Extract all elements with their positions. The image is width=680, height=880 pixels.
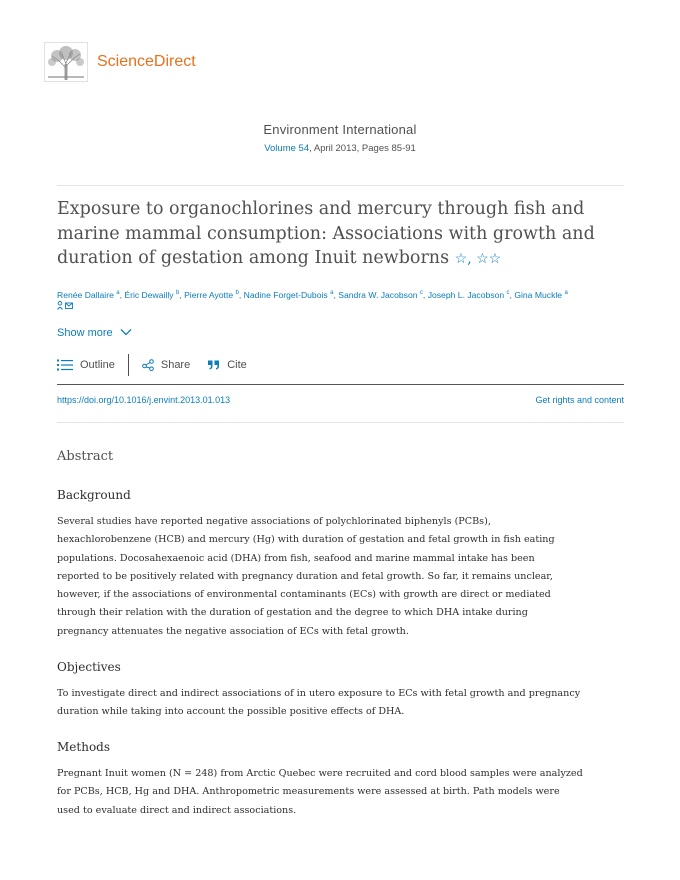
methods-paragraph xyxy=(57,765,627,820)
outline-button[interactable] xyxy=(57,359,115,371)
rights-link[interactable]: Get rights and content xyxy=(535,395,624,405)
cite-label: Cite xyxy=(227,359,247,371)
paragraph-line: pregnancy attenuates the negative association of ECs with fetal growth. xyxy=(57,625,409,637)
show-more-label: Show more xyxy=(57,327,113,339)
author-affiliation-mark: c xyxy=(506,290,510,296)
issue-info xyxy=(0,143,680,154)
methods-heading: Methods xyxy=(57,740,111,754)
share-icon xyxy=(142,359,154,371)
author-name: Pierre Ayotte xyxy=(184,289,236,300)
quote-icon xyxy=(208,360,220,370)
background-paragraph xyxy=(57,513,627,641)
divider xyxy=(57,185,624,186)
outline-label: Outline xyxy=(80,359,115,371)
show-more-button[interactable] xyxy=(57,327,132,339)
abstract-heading: Abstract xyxy=(57,449,114,464)
issue-details: , April 2013, Pages 85-91 xyxy=(309,143,416,154)
toolbar-divider xyxy=(128,354,129,376)
author-link[interactable] xyxy=(514,290,568,300)
cite-button[interactable] xyxy=(208,359,247,371)
author-name: Gina Muckle xyxy=(514,289,565,300)
list-icon xyxy=(57,359,73,371)
author-affiliation-mark: a xyxy=(330,290,334,296)
objectives-heading: Objectives xyxy=(57,660,121,674)
paragraph-line: through their relation with the duration of gestation and the degree to which DHA intake during xyxy=(57,607,528,619)
brand-name[interactable]: ScienceDirect xyxy=(97,53,196,70)
background-heading: Background xyxy=(57,488,131,502)
author-name: Nadine Forget-Dubois xyxy=(243,289,331,300)
article-title: Exposure to organochlorines and mercury through fish and marine mammal consumption: Associations with growth and duration of gestation among Inuit newborns xyxy=(57,199,595,268)
journal-name[interactable]: Environment International xyxy=(263,122,417,137)
paragraph-line: reported to be positively related with pregnancy duration and fetal growth. So far, it remains unclear, xyxy=(57,570,553,582)
author-separator: , xyxy=(509,289,515,300)
author-name: Renée Dallaire xyxy=(57,289,117,300)
title-footnote-stars[interactable]: ☆, ☆☆ xyxy=(454,251,502,267)
author-affiliation-mark: b xyxy=(175,290,180,296)
article-toolbar xyxy=(57,355,247,375)
author-name: Sandra W. Jacobson xyxy=(338,289,420,300)
paragraph-line: used to evaluate direct and indirect associations. xyxy=(57,804,297,816)
share-label: Share xyxy=(160,359,191,371)
doi-link[interactable]: https://doi.org/10.1016/j.envint.2013.01.013 xyxy=(57,395,231,405)
author-separator: , xyxy=(119,289,125,300)
paragraph-line: Several studies have reported negative associations of polychlorinated biphenyls (PCBs), xyxy=(57,516,491,527)
author-name: Joseph L. Jacobson xyxy=(427,289,507,300)
paragraph-line: for PCBs, HCB, Hg and DHA. Anthropometric measurements were assessed at birth. Path models were xyxy=(57,786,560,798)
paragraph-line: populations. Docosahexaenoic acid (DHA) from fish, seafood and marine mammal intake has been xyxy=(57,552,535,564)
toolbar-rule xyxy=(57,384,624,385)
author-affiliation-mark: c xyxy=(419,290,423,296)
author-contact-icons[interactable] xyxy=(57,301,73,312)
paragraph-line: Pregnant Inuit women (N = 248) from Arctic Quebec were recruited and cord blood samples were analyzed xyxy=(57,768,583,779)
author-link[interactable] xyxy=(57,290,120,300)
author-link[interactable] xyxy=(338,290,423,300)
author-link[interactable] xyxy=(124,290,179,300)
author-affiliation-mark: a xyxy=(564,290,568,296)
author-affiliation-mark: a xyxy=(116,290,120,296)
author-separator: , xyxy=(238,289,244,300)
paragraph-line: hexachlorobenzene (HCB) and mercury (Hg) with duration of gestation and fetal growth in fish eating xyxy=(57,534,555,546)
author-name: Éric Dewailly xyxy=(124,289,176,300)
author-list xyxy=(57,285,637,303)
paragraph-line: To investigate direct and indirect associations of in utero exposure to ECs with fetal growth and pregnancy xyxy=(57,688,581,699)
divider xyxy=(57,422,624,423)
person-icon[interactable] xyxy=(57,301,73,310)
share-button[interactable] xyxy=(142,359,190,371)
objectives-paragraph xyxy=(57,685,627,722)
author-affiliation-mark: b xyxy=(235,290,239,296)
article-title-block xyxy=(57,197,617,272)
elsevier-tree-logo[interactable] xyxy=(44,42,88,82)
author-separator: , xyxy=(422,289,428,300)
author-link[interactable] xyxy=(428,290,510,300)
author-link[interactable] xyxy=(244,290,334,300)
paragraph-line: however, if the associations of environmental contaminants (ECs) with growth are direct or mediated xyxy=(57,589,551,601)
author-separator: , xyxy=(179,289,185,300)
chevron-down-icon xyxy=(120,328,132,339)
volume-link[interactable]: Volume 54 xyxy=(264,143,310,154)
author-separator: , xyxy=(333,289,339,300)
paragraph-line: duration while taking into account the possible positive effects of DHA. xyxy=(57,706,405,718)
author-link[interactable] xyxy=(184,290,239,300)
